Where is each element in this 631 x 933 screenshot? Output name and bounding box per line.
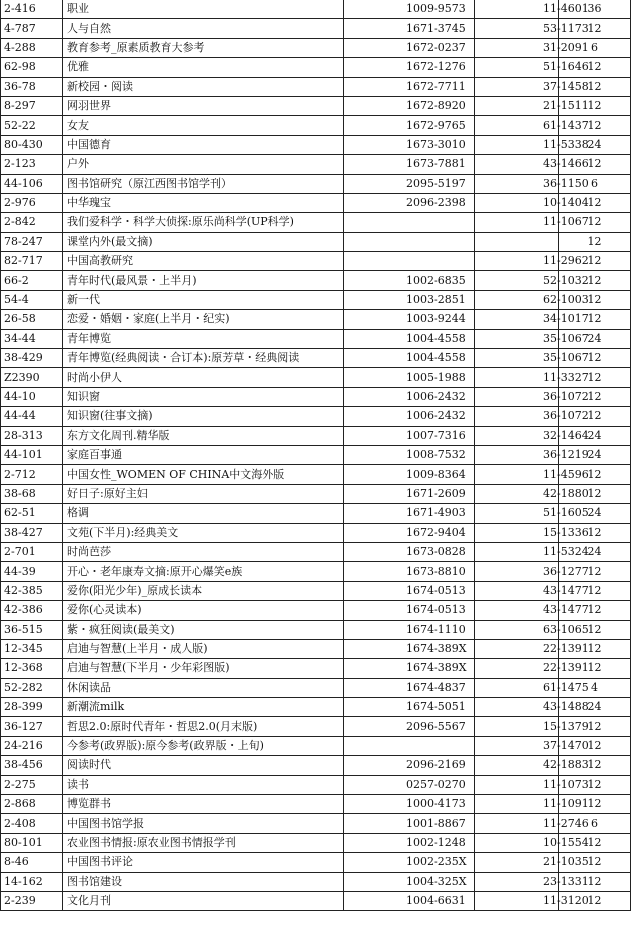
title-cell: 家庭百事通: [63, 445, 344, 464]
cn-cell: 53-1173: [475, 19, 559, 38]
issn-cell: 1672-0237: [344, 38, 475, 57]
postal-code-cell: 2-123: [1, 155, 63, 174]
frequency-cell: 36: [559, 0, 631, 19]
issn-cell: [344, 736, 475, 755]
issn-cell: 1006-2432: [344, 407, 475, 426]
frequency-cell: 12: [559, 775, 631, 794]
frequency-cell: 12: [559, 736, 631, 755]
frequency-cell: 12: [559, 601, 631, 620]
table-row: [1, 601, 631, 620]
postal-code-cell: 2-712: [1, 465, 63, 484]
postal-code-cell: 28-313: [1, 426, 63, 445]
issn-cell: 1672-1276: [344, 58, 475, 77]
postal-code-cell: 38-68: [1, 484, 63, 503]
title-cell: 博览群书: [63, 795, 344, 814]
issn-cell: 1001-8867: [344, 814, 475, 833]
issn-cell: 1003-9244: [344, 310, 475, 329]
frequency-cell: 12: [559, 116, 631, 135]
postal-code-cell: 12-368: [1, 659, 63, 678]
cn-cell: 11-1091: [475, 795, 559, 814]
table-row: [1, 678, 631, 697]
cn-cell: 36-1277: [475, 562, 559, 581]
title-cell: 文化月刊: [63, 891, 344, 910]
table-row: [1, 349, 631, 368]
cn-cell: 11-1073: [475, 775, 559, 794]
table-row: [1, 213, 631, 232]
frequency-cell: 12: [559, 756, 631, 775]
title-cell: 图书馆建设: [63, 872, 344, 891]
title-cell: 启迪与智慧(下半月・少年彩图版): [63, 659, 344, 678]
title-cell: 爱你(阳光少年)_原成长读本: [63, 581, 344, 600]
frequency-cell: 12: [559, 620, 631, 639]
cn-cell: 11-2962: [475, 252, 559, 271]
table-row: [1, 96, 631, 115]
periodicals-table-body: [1, 0, 631, 911]
issn-cell: 1002-235X: [344, 853, 475, 872]
issn-cell: 1672-8920: [344, 96, 475, 115]
table-row: [1, 310, 631, 329]
table-row: [1, 717, 631, 736]
title-cell: 今参考(政界版):原今参考(政界版・上旬): [63, 736, 344, 755]
table-row: [1, 562, 631, 581]
postal-code-cell: 34-44: [1, 329, 63, 348]
table-row: [1, 193, 631, 212]
postal-code-cell: 42-386: [1, 601, 63, 620]
table-row: [1, 407, 631, 426]
issn-cell: 1004-4558: [344, 349, 475, 368]
frequency-cell: 12: [559, 484, 631, 503]
issn-cell: 1671-4903: [344, 504, 475, 523]
table-row: [1, 639, 631, 658]
frequency-cell: 12: [559, 407, 631, 426]
title-cell: 哲思2.0:原时代青年・哲思2.0(月末版): [63, 717, 344, 736]
cn-cell: 23-1331: [475, 872, 559, 891]
table-row: [1, 290, 631, 309]
title-cell: 网羽世界: [63, 96, 344, 115]
frequency-cell: 6: [559, 814, 631, 833]
frequency-cell: 12: [559, 717, 631, 736]
frequency-cell: 12: [559, 581, 631, 600]
table-row: [1, 484, 631, 503]
table-row: [1, 58, 631, 77]
cn-cell: 11-3327: [475, 368, 559, 387]
title-cell: 户外: [63, 155, 344, 174]
frequency-cell: 12: [559, 795, 631, 814]
title-cell: 爱你(心灵读本): [63, 601, 344, 620]
issn-cell: 1002-6835: [344, 271, 475, 290]
frequency-cell: 12: [559, 659, 631, 678]
issn-cell: 1674-0513: [344, 581, 475, 600]
table-row: [1, 135, 631, 154]
postal-code-cell: 2-976: [1, 193, 63, 212]
frequency-cell: 12: [559, 891, 631, 910]
issn-cell: 1004-6631: [344, 891, 475, 910]
title-cell: 中国图书馆学报: [63, 814, 344, 833]
frequency-cell: 12: [559, 387, 631, 406]
cn-cell: 35-1067: [475, 329, 559, 348]
frequency-cell: 6: [559, 38, 631, 57]
cn-cell: 11-4596: [475, 465, 559, 484]
cn-cell: 15-1336: [475, 523, 559, 542]
postal-code-cell: 8-46: [1, 853, 63, 872]
cn-cell: [475, 232, 559, 251]
table-row: [1, 620, 631, 639]
frequency-cell: 12: [559, 368, 631, 387]
title-cell: 知识窗(往事文摘): [63, 407, 344, 426]
frequency-cell: 24: [559, 542, 631, 561]
postal-code-cell: 80-101: [1, 833, 63, 852]
issn-cell: 2096-2169: [344, 756, 475, 775]
title-cell: 新一代: [63, 290, 344, 309]
title-cell: 图书馆研究（原江西图书馆学刊）: [63, 174, 344, 193]
postal-code-cell: 36-515: [1, 620, 63, 639]
postal-code-cell: 24-216: [1, 736, 63, 755]
table-row: [1, 756, 631, 775]
table-row: [1, 659, 631, 678]
frequency-cell: 12: [559, 213, 631, 232]
issn-cell: 1671-2609: [344, 484, 475, 503]
postal-code-cell: 82-717: [1, 252, 63, 271]
issn-cell: 1674-389X: [344, 659, 475, 678]
issn-cell: 1673-3010: [344, 135, 475, 154]
table-row: [1, 775, 631, 794]
postal-code-cell: 8-297: [1, 96, 63, 115]
table-row: [1, 77, 631, 96]
postal-code-cell: 44-106: [1, 174, 63, 193]
frequency-cell: 12: [559, 562, 631, 581]
postal-code-cell: 52-22: [1, 116, 63, 135]
title-cell: 东方文化周刊.精华版: [63, 426, 344, 445]
issn-cell: 1000-4173: [344, 795, 475, 814]
table-row: [1, 698, 631, 717]
issn-cell: 1673-8810: [344, 562, 475, 581]
title-cell: 中国女性_WOMEN OF CHINA中文海外版: [63, 465, 344, 484]
title-cell: 休闲读品: [63, 678, 344, 697]
table-row: [1, 252, 631, 271]
postal-code-cell: 2-416: [1, 0, 63, 19]
cn-cell: 10-1554: [475, 833, 559, 852]
issn-cell: 1002-1248: [344, 833, 475, 852]
issn-cell: 1672-9765: [344, 116, 475, 135]
cn-cell: 43-1477: [475, 601, 559, 620]
title-cell: 新校园・阅读: [63, 77, 344, 96]
frequency-cell: 12: [559, 77, 631, 96]
issn-cell: 2096-5567: [344, 717, 475, 736]
issn-cell: 1672-9404: [344, 523, 475, 542]
cn-cell: 11-2746: [475, 814, 559, 833]
title-cell: 我们爱科学・科学大侦探:原乐尚科学(UP科学): [63, 213, 344, 232]
postal-code-cell: 38-427: [1, 523, 63, 542]
postal-code-cell: 28-399: [1, 698, 63, 717]
title-cell: 青年博览(经典阅读・合订本):原芳草・经典阅读: [63, 349, 344, 368]
frequency-cell: 12: [559, 58, 631, 77]
frequency-cell: 12: [559, 523, 631, 542]
cn-cell: 32-1464: [475, 426, 559, 445]
frequency-cell: 24: [559, 504, 631, 523]
table-row: [1, 465, 631, 484]
table-row: [1, 891, 631, 910]
title-cell: 格调: [63, 504, 344, 523]
table-row: [1, 0, 631, 19]
postal-code-cell: 44-101: [1, 445, 63, 464]
issn-cell: 1008-7532: [344, 445, 475, 464]
cn-cell: 62-1003: [475, 290, 559, 309]
title-cell: 女友: [63, 116, 344, 135]
frequency-cell: 6: [559, 174, 631, 193]
frequency-cell: 4: [559, 678, 631, 697]
postal-code-cell: 4-288: [1, 38, 63, 57]
cn-cell: 63-1065: [475, 620, 559, 639]
issn-cell: 1674-4837: [344, 678, 475, 697]
title-cell: 时尚小伊人: [63, 368, 344, 387]
title-cell: 时尚芭莎: [63, 542, 344, 561]
table-row: [1, 116, 631, 135]
postal-code-cell: 44-39: [1, 562, 63, 581]
postal-code-cell: 62-98: [1, 58, 63, 77]
frequency-cell: 12: [559, 310, 631, 329]
cn-cell: 36-1072: [475, 407, 559, 426]
cn-cell: 35-1067: [475, 349, 559, 368]
issn-cell: 1672-7711: [344, 77, 475, 96]
postal-code-cell: 78-247: [1, 232, 63, 251]
cn-cell: 21-1035: [475, 853, 559, 872]
issn-cell: 1674-389X: [344, 639, 475, 658]
title-cell: 优雅: [63, 58, 344, 77]
frequency-cell: 12: [559, 96, 631, 115]
issn-cell: 1004-4558: [344, 329, 475, 348]
table-row: [1, 504, 631, 523]
cn-cell: 22-1391: [475, 639, 559, 658]
postal-code-cell: 80-430: [1, 135, 63, 154]
cn-cell: 43-1477: [475, 581, 559, 600]
postal-code-cell: Z2390: [1, 368, 63, 387]
table-row: [1, 387, 631, 406]
title-cell: 阅读时代: [63, 756, 344, 775]
postal-code-cell: 52-282: [1, 678, 63, 697]
table-row: [1, 736, 631, 755]
cn-cell: 11-1067: [475, 213, 559, 232]
postal-code-cell: 26-58: [1, 310, 63, 329]
frequency-cell: 12: [559, 853, 631, 872]
postal-code-cell: 66-2: [1, 271, 63, 290]
postal-code-cell: 44-44: [1, 407, 63, 426]
cn-cell: 42-1883: [475, 756, 559, 775]
issn-cell: 1006-2432: [344, 387, 475, 406]
cn-cell: 36-1072: [475, 387, 559, 406]
table-row: [1, 155, 631, 174]
frequency-cell: 12: [559, 465, 631, 484]
frequency-cell: 24: [559, 445, 631, 464]
table-row: [1, 445, 631, 464]
postal-code-cell: 44-10: [1, 387, 63, 406]
postal-code-cell: 2-408: [1, 814, 63, 833]
issn-cell: 1003-2851: [344, 290, 475, 309]
postal-code-cell: 42-385: [1, 581, 63, 600]
issn-cell: 0257-0270: [344, 775, 475, 794]
cn-cell: 34-1017: [475, 310, 559, 329]
postal-code-cell: 54-4: [1, 290, 63, 309]
cn-cell: 21-1511: [475, 96, 559, 115]
issn-cell: 1009-8364: [344, 465, 475, 484]
postal-code-cell: 38-429: [1, 349, 63, 368]
cn-cell: 36-1219: [475, 445, 559, 464]
postal-code-cell: 62-51: [1, 504, 63, 523]
issn-cell: 1671-3745: [344, 19, 475, 38]
cn-cell: 52-1032: [475, 271, 559, 290]
table-row: [1, 795, 631, 814]
table-row: [1, 19, 631, 38]
title-cell: 中国德育: [63, 135, 344, 154]
table-row: [1, 329, 631, 348]
title-cell: 新潮流milk: [63, 698, 344, 717]
issn-cell: 1674-1110: [344, 620, 475, 639]
cn-cell: 43-1488: [475, 698, 559, 717]
frequency-cell: 24: [559, 135, 631, 154]
cn-cell: 51-1605: [475, 504, 559, 523]
frequency-cell: 12: [559, 349, 631, 368]
postal-code-cell: 2-239: [1, 891, 63, 910]
table-row: [1, 833, 631, 852]
title-cell: 恋爱・婚姻・家庭(上半月・纪实): [63, 310, 344, 329]
postal-code-cell: 38-456: [1, 756, 63, 775]
cn-cell: 31-2091: [475, 38, 559, 57]
cn-cell: 22-1391: [475, 659, 559, 678]
cn-cell: 15-1379: [475, 717, 559, 736]
postal-code-cell: 2-275: [1, 775, 63, 794]
title-cell: 紫・疯狂阅读(最美文): [63, 620, 344, 639]
postal-code-cell: 2-842: [1, 213, 63, 232]
issn-cell: 1673-0828: [344, 542, 475, 561]
cn-cell: 11-3120: [475, 891, 559, 910]
table-row: [1, 814, 631, 833]
title-cell: 文苑(下半月):经典美文: [63, 523, 344, 542]
cn-cell: 36-1150: [475, 174, 559, 193]
postal-code-cell: 14-162: [1, 872, 63, 891]
issn-cell: 1009-9573: [344, 0, 475, 19]
issn-cell: 2096-2398: [344, 193, 475, 212]
issn-cell: [344, 232, 475, 251]
frequency-cell: 12: [559, 290, 631, 309]
cn-cell: 11-5338: [475, 135, 559, 154]
postal-code-cell: 2-701: [1, 542, 63, 561]
title-cell: 中国图书评论: [63, 853, 344, 872]
table-row: [1, 232, 631, 251]
issn-cell: 1004-325X: [344, 872, 475, 891]
frequency-cell: 24: [559, 329, 631, 348]
title-cell: 农业图书情报:原农业图书情报学刊: [63, 833, 344, 852]
issn-cell: [344, 213, 475, 232]
title-cell: 启迪与智慧(上半月・成人版): [63, 639, 344, 658]
frequency-cell: 12: [559, 193, 631, 212]
frequency-cell: 12: [559, 639, 631, 658]
cn-cell: 37-1470: [475, 736, 559, 755]
title-cell: 好日子:原好主妇: [63, 484, 344, 503]
title-cell: 中华瑰宝: [63, 193, 344, 212]
table-row: [1, 368, 631, 387]
cn-cell: 37-1458: [475, 77, 559, 96]
frequency-cell: 12: [559, 252, 631, 271]
cn-cell: 10-1404: [475, 193, 559, 212]
frequency-cell: 24: [559, 698, 631, 717]
frequency-cell: 24: [559, 426, 631, 445]
frequency-cell: 12: [559, 232, 631, 251]
cn-cell: 61-1437: [475, 116, 559, 135]
cn-cell: 51-1646: [475, 58, 559, 77]
issn-cell: 2095-5197: [344, 174, 475, 193]
postal-code-cell: 12-345: [1, 639, 63, 658]
frequency-cell: 12: [559, 19, 631, 38]
table-row: [1, 523, 631, 542]
table-row: [1, 174, 631, 193]
frequency-cell: 12: [559, 833, 631, 852]
table-row: [1, 581, 631, 600]
frequency-cell: 12: [559, 872, 631, 891]
frequency-cell: 12: [559, 155, 631, 174]
table-row: [1, 853, 631, 872]
cn-cell: 43-1466: [475, 155, 559, 174]
issn-cell: 1674-5051: [344, 698, 475, 717]
title-cell: 青年时代(最风景・上半月): [63, 271, 344, 290]
table-row: [1, 542, 631, 561]
title-cell: 教育参考_原素质教育大参考: [63, 38, 344, 57]
table-row: [1, 426, 631, 445]
issn-cell: [344, 252, 475, 271]
issn-cell: 1005-1988: [344, 368, 475, 387]
table-row: [1, 872, 631, 891]
postal-code-cell: 36-78: [1, 77, 63, 96]
postal-code-cell: 2-868: [1, 795, 63, 814]
title-cell: 开心・老年康寿文摘:原开心爆笑e族: [63, 562, 344, 581]
postal-code-cell: 36-127: [1, 717, 63, 736]
issn-cell: 1007-7316: [344, 426, 475, 445]
postal-code-cell: 4-787: [1, 19, 63, 38]
cn-cell: 61-1475: [475, 678, 559, 697]
cn-cell: 11-5324: [475, 542, 559, 561]
table-row: [1, 38, 631, 57]
frequency-cell: 12: [559, 271, 631, 290]
table-row: [1, 271, 631, 290]
issn-cell: 1674-0513: [344, 601, 475, 620]
title-cell: 课堂内外(最文摘): [63, 232, 344, 251]
cn-cell: 42-1880: [475, 484, 559, 503]
title-cell: 人与自然: [63, 19, 344, 38]
title-cell: 知识窗: [63, 387, 344, 406]
title-cell: 中国高教研究: [63, 252, 344, 271]
cn-cell: 11-4601: [475, 0, 559, 19]
title-cell: 读书: [63, 775, 344, 794]
issn-cell: 1673-7881: [344, 155, 475, 174]
title-cell: 职业: [63, 0, 344, 19]
title-cell: 青年博览: [63, 329, 344, 348]
